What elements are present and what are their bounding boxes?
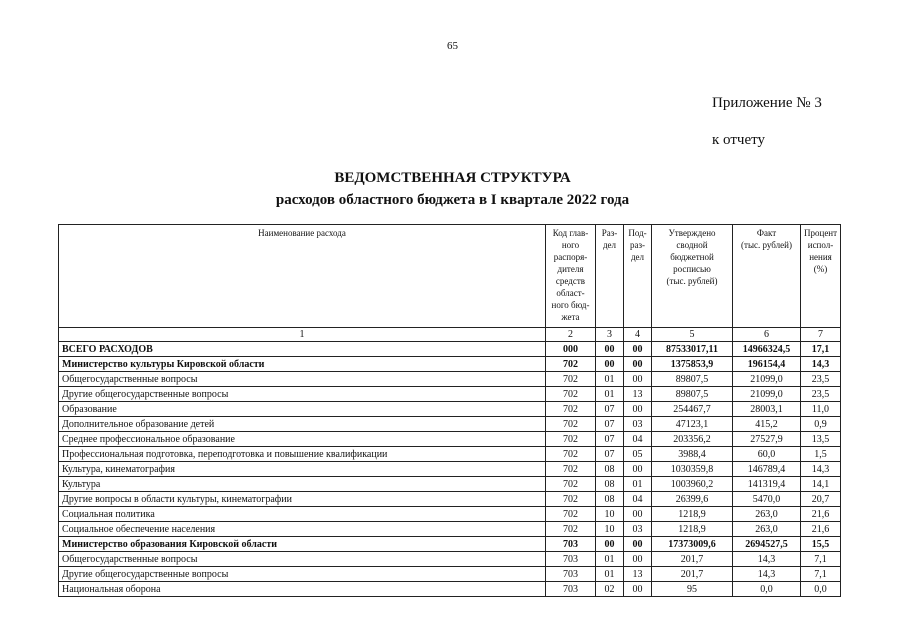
header-line: жета [561,312,580,322]
header-percent [801,225,841,328]
cell-subsection: 03 [624,417,652,432]
cell-code: 000 [546,342,596,357]
cell-section: 00 [596,342,624,357]
header-subsection [624,225,652,328]
document-title: ВЕДОМСТВЕННАЯ СТРУКТУРА [334,170,571,186]
table-row [59,522,841,537]
header-line: средств [555,276,586,286]
cell-approved: 89807,5 [652,372,733,387]
cell-subsection: 00 [624,402,652,417]
cell-approved: 201,7 [652,552,733,567]
table-header-row [59,225,841,328]
header-line: Процент [804,228,838,238]
cell-name: Другие общегосударственные вопросы [59,567,546,582]
cell-name: Социальное обеспечение населения [59,522,546,537]
cell-subsection: 00 [624,552,652,567]
table-row [59,462,841,477]
cell-name: Национальная оборона [59,582,546,597]
cell-fact: 21099,0 [733,387,801,402]
cell-name: Культура, кинематография [59,462,546,477]
column-number-row [59,328,841,342]
cell-name: Другие вопросы в области культуры, кинематографии [59,492,546,507]
cell-approved: 3988,4 [652,447,733,462]
cell-name: Профессиональная подготовка, переподготовка и повышение квалификации [59,447,546,462]
cell-approved: 87533017,11 [652,342,733,357]
cell-fact: 2694527,5 [733,537,801,552]
table-row [59,507,841,522]
cell-section: 10 [596,507,624,522]
table-body [59,342,841,597]
cell-code: 702 [546,417,596,432]
cell-percent: 13,5 [801,432,841,447]
cell-approved: 47123,1 [652,417,733,432]
cell-code: 702 [546,492,596,507]
header-line: ного бюд- [551,300,590,310]
table-row [59,372,841,387]
cell-percent: 14,3 [801,462,841,477]
cell-code: 702 [546,432,596,447]
cell-section: 01 [596,387,624,402]
cell-code: 702 [546,447,596,462]
cell-section: 07 [596,447,624,462]
cell-code: 702 [546,462,596,477]
cell-subsection: 00 [624,462,652,477]
cell-percent: 17,1 [801,342,841,357]
cell-fact: 146789,4 [733,462,801,477]
cell-name: Образование [59,402,546,417]
cell-name: Культура [59,477,546,492]
cell-percent: 14,1 [801,477,841,492]
cell-fact: 0,0 [733,582,801,597]
cell-section: 08 [596,477,624,492]
cell-section: 00 [596,357,624,372]
cell-percent: 7,1 [801,567,841,582]
table-row [59,417,841,432]
cell-fact: 263,0 [733,507,801,522]
table-row [59,537,841,552]
cell-fact: 14966324,5 [733,342,801,357]
header-line: Код глав- [552,228,589,238]
table-row [59,432,841,447]
cell-percent: 0,0 [801,582,841,597]
column-number: 5 [652,328,733,342]
page-number: 65 [447,40,458,52]
cell-code: 702 [546,372,596,387]
cell-approved: 201,7 [652,567,733,582]
cell-fact: 5470,0 [733,492,801,507]
to-report-label: к отчету [712,132,765,148]
cell-subsection: 13 [624,387,652,402]
table-row [59,567,841,582]
header-line: Утверждено [668,228,716,238]
cell-code: 702 [546,402,596,417]
cell-code: 702 [546,507,596,522]
header-line: дел [602,240,617,250]
cell-name: ВСЕГО РАСХОДОВ [59,342,546,357]
cell-name: Социальная политика [59,507,546,522]
header-line: дел [630,252,645,262]
column-number: 2 [546,328,596,342]
cell-percent: 15,5 [801,537,841,552]
column-number: 4 [624,328,652,342]
column-number: 1 [59,328,546,342]
cell-section: 01 [596,372,624,387]
cell-fact: 60,0 [733,447,801,462]
cell-approved: 1375853,9 [652,357,733,372]
header-line: росписью [673,264,711,274]
cell-section: 08 [596,492,624,507]
cell-section: 08 [596,462,624,477]
cell-fact: 141319,4 [733,477,801,492]
cell-subsection: 04 [624,432,652,447]
cell-fact: 263,0 [733,522,801,537]
table-row [59,387,841,402]
cell-subsection: 00 [624,507,652,522]
expenditure-table [58,224,841,597]
header-line: распоря- [553,252,588,262]
header-line: испол- [807,240,834,250]
cell-section: 01 [596,567,624,582]
header-line: сводной [676,240,708,250]
cell-section: 02 [596,582,624,597]
cell-subsection: 05 [624,447,652,462]
cell-percent: 21,6 [801,507,841,522]
cell-code: 702 [546,522,596,537]
cell-section: 07 [596,432,624,447]
table-row [59,552,841,567]
header-line: бюджетной [670,252,714,262]
cell-section: 07 [596,402,624,417]
cell-fact: 14,3 [733,567,801,582]
cell-approved: 26399,6 [652,492,733,507]
header-fact [733,225,801,328]
cell-subsection: 00 [624,537,652,552]
cell-code: 703 [546,537,596,552]
column-number: 3 [596,328,624,342]
cell-approved: 254467,7 [652,402,733,417]
cell-approved: 89807,5 [652,387,733,402]
cell-code: 703 [546,567,596,582]
cell-approved: 1218,9 [652,522,733,537]
header-line: област- [556,288,585,298]
cell-section: 10 [596,522,624,537]
cell-code: 703 [546,552,596,567]
header-line: Факт [756,228,777,238]
cell-subsection: 01 [624,477,652,492]
cell-fact: 14,3 [733,552,801,567]
header-code [546,225,596,328]
cell-approved: 1030359,8 [652,462,733,477]
table-row [59,582,841,597]
cell-percent: 11,0 [801,402,841,417]
cell-subsection: 00 [624,372,652,387]
cell-subsection: 00 [624,357,652,372]
table-row [59,342,841,357]
cell-percent: 0,9 [801,417,841,432]
header-line: (%) [813,264,828,274]
table-row [59,402,841,417]
header-line: раз- [629,240,646,250]
header-name: Наименование расхода [59,225,546,328]
cell-code: 702 [546,477,596,492]
table-row [59,492,841,507]
header-line: Раз- [601,228,618,238]
cell-section: 00 [596,537,624,552]
cell-fact: 28003,1 [733,402,801,417]
header-line: Под- [628,228,647,238]
cell-section: 01 [596,552,624,567]
cell-percent: 1,5 [801,447,841,462]
table-row [59,357,841,372]
cell-fact: 27527,9 [733,432,801,447]
cell-subsection: 03 [624,522,652,537]
cell-name: Министерство культуры Кировской области [59,357,546,372]
cell-name: Общегосударственные вопросы [59,552,546,567]
cell-percent: 23,5 [801,372,841,387]
cell-fact: 21099,0 [733,372,801,387]
header-line: (тыс. рублей) [741,240,792,250]
cell-section: 07 [596,417,624,432]
column-number: 7 [801,328,841,342]
cell-code: 702 [546,357,596,372]
cell-percent: 7,1 [801,552,841,567]
column-number: 6 [733,328,801,342]
cell-percent: 21,6 [801,522,841,537]
header-line: ного [561,240,580,250]
header-line: дителя [557,264,584,274]
cell-name: Другие общегосударственные вопросы [59,387,546,402]
cell-subsection: 00 [624,582,652,597]
cell-fact: 196154,4 [733,357,801,372]
cell-approved: 17373009,6 [652,537,733,552]
cell-subsection: 00 [624,342,652,357]
cell-approved: 203356,2 [652,432,733,447]
header-section [596,225,624,328]
table-row [59,447,841,462]
cell-name: Среднее профессиональное образование [59,432,546,447]
cell-subsection: 04 [624,492,652,507]
cell-approved: 1003960,2 [652,477,733,492]
table-row [59,477,841,492]
cell-approved: 1218,9 [652,507,733,522]
cell-code: 702 [546,387,596,402]
cell-percent: 23,5 [801,387,841,402]
cell-subsection: 13 [624,567,652,582]
cell-name: Министерство образования Кировской области [59,537,546,552]
header-line: нения [809,252,832,262]
cell-approved: 95 [652,582,733,597]
cell-name: Дополнительное образование детей [59,417,546,432]
cell-percent: 14,3 [801,357,841,372]
cell-fact: 415,2 [733,417,801,432]
cell-percent: 20,7 [801,492,841,507]
header-line: (тыс. рублей) [666,276,718,286]
cell-name: Общегосударственные вопросы [59,372,546,387]
document-subtitle: расходов областного бюджета в I квартале 2022 года [275,192,630,208]
appendix-label: Приложение № 3 [712,95,822,111]
header-approved [652,225,733,328]
cell-code: 703 [546,582,596,597]
